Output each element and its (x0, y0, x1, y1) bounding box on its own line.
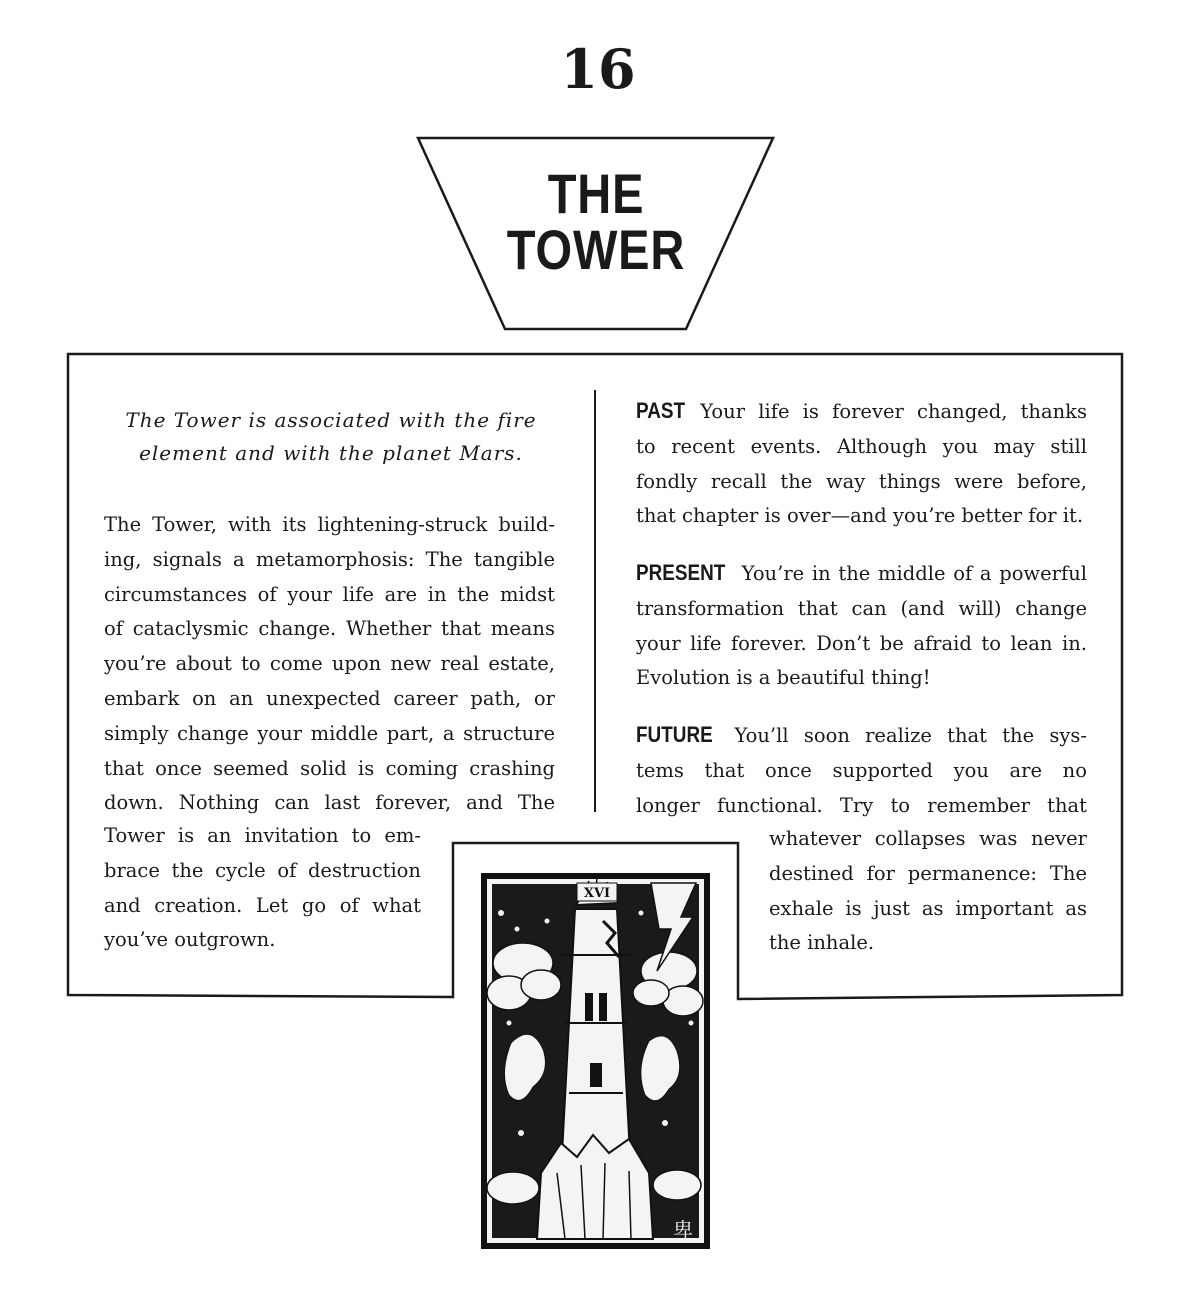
future-label: FUTURE (636, 722, 713, 747)
future-line: the inhale. (769, 931, 875, 955)
card-description (104, 508, 555, 821)
card-number: 16 (560, 37, 636, 101)
future-line: destined for permanence: The (769, 861, 1087, 885)
roman-numeral: XVI (583, 886, 611, 901)
card-title (445, 162, 747, 281)
past-line: to recent events. Although you may still (636, 434, 1087, 458)
description-line: down. Nothing can last forever, and The (104, 791, 555, 815)
future-line: tems that once supported you are no (636, 758, 1087, 782)
description-line: circumstances of your life are in the midst (104, 582, 555, 606)
past-label: PAST (636, 398, 686, 423)
card-description-continued (104, 819, 421, 958)
description-line: Tower is an invitation to em- (104, 824, 421, 847)
present-line: your life forever. Don’t be afraid to lean in. (636, 631, 1087, 655)
card-title-line: THE (547, 162, 645, 225)
past-reading (636, 394, 1087, 534)
future-line: exhale is just as important as (769, 896, 1087, 920)
card-title-line: TOWER (506, 218, 686, 281)
present-reading (636, 556, 1087, 696)
association-line: element and with the planet Mars. (139, 441, 523, 465)
description-line: you’ve outgrown. (104, 928, 276, 952)
tower-card-illustration (481, 873, 710, 1249)
present-line: transformation that can (and will) change (636, 596, 1087, 620)
future-line: whatever collapses was never (769, 827, 1087, 850)
description-line: The Tower, with its lightening-struck build- (104, 513, 555, 536)
description-line: ing, signals a metamorphosis: The tangible (104, 547, 555, 571)
future-line: You’ll soon realize that the sys- (734, 724, 1087, 747)
future-line: longer functional. Try to remember that (636, 793, 1087, 817)
column-divider (594, 390, 596, 812)
description-line: embark on an unexpected career path, or (104, 686, 555, 710)
description-line: simply change your middle part, a structure (104, 721, 555, 745)
future-reading-continued (769, 822, 1087, 961)
artist-signature: 卑 (673, 1218, 693, 1242)
past-line: fondly recall the way things were before, (636, 469, 1087, 493)
association-line: The Tower is associated with the fire (125, 408, 537, 432)
description-line: brace the cycle of destruction (104, 858, 421, 882)
description-line: you’re about to come upon new real estate, (104, 652, 555, 676)
description-line: and creation. Let go of what (104, 893, 421, 917)
present-line: You’re in the middle of a powerful (741, 562, 1087, 585)
description-line: of cataclysmic change. Whether that means (104, 617, 555, 641)
association-note (98, 404, 564, 470)
past-line: Your life is forever changed, thanks (700, 400, 1087, 423)
future-reading (636, 718, 1087, 823)
description-line: that once seemed solid is coming crashing (104, 756, 555, 780)
present-label: PRESENT (636, 560, 726, 585)
present-line: Evolution is a beautiful thing! (636, 666, 931, 690)
past-line: that chapter is over—and you’re better for it. (636, 504, 1084, 528)
